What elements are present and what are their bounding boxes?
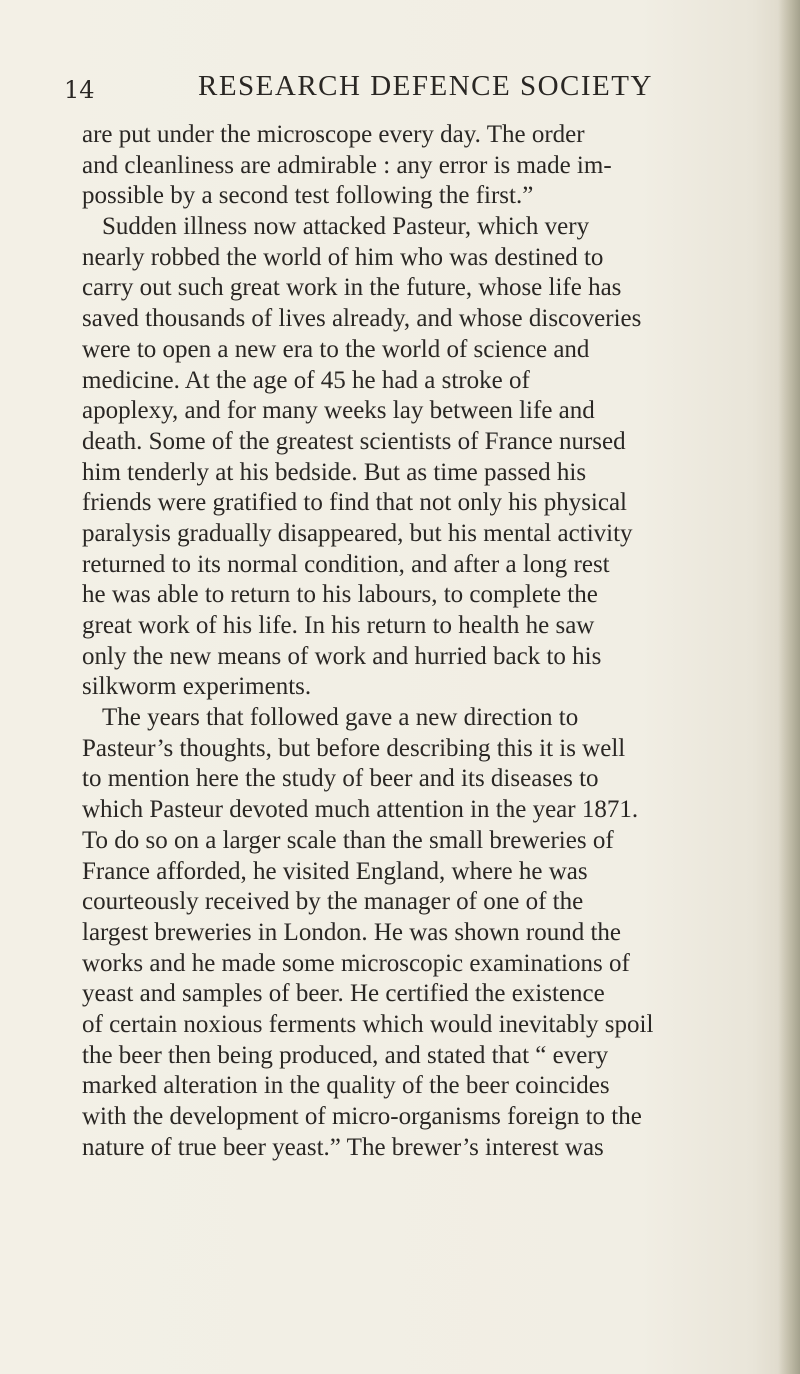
page-header (60, 70, 700, 110)
text-line: yeast and samples of beer. He certified the existence (82, 980, 605, 1008)
text-line: nature of true beer yeast.” The brewer’s interest was (82, 1133, 604, 1161)
text-line: Pasteur’s thoughts, but before describing this it is well (82, 734, 626, 762)
text-line: he was able to return to his labours, to complete the (82, 581, 598, 609)
text-line: paralysis gradually disappeared, but his mental activity (82, 519, 633, 547)
text-line: great work of his life. In his return to health he saw (82, 612, 595, 639)
text-line: marked alteration in the quality of the beer coincides (82, 1072, 610, 1100)
text-line: and cleanliness are admirable : any error is made im- (82, 151, 612, 179)
text-line: of certain noxious ferments which would inevitably spoil (82, 1010, 654, 1038)
text-line: him tenderly at his bedside. But as time passed his (82, 458, 587, 486)
text-line: possible by a second test following the first.” (82, 182, 534, 210)
text-line: silkworm experiments. (82, 673, 312, 701)
text-line: which Pasteur devoted much attention in the year 1871. (82, 796, 639, 824)
text-line: friends were gratified to find that not only his physical (82, 489, 628, 517)
text-line: the beer then being produced, and stated that “ every (82, 1041, 609, 1069)
paragraph-start-line: Sudden illness now attacked Pasteur, which very (102, 213, 590, 241)
text-line: with the development of micro-organisms foreign to the (82, 1103, 642, 1130)
paragraph-start-line: The years that followed gave a new direction to (102, 704, 579, 732)
page-number: 14 (64, 76, 95, 104)
text-line: were to open a new era to the world of science and (82, 335, 590, 363)
text-line: only the new means of work and hurried back to his (82, 642, 602, 670)
text-line: death. Some of the greatest scientists of France nursed (82, 427, 626, 455)
page-binding-shadow (778, 0, 800, 1374)
text-line: saved thousands of lives already, and whose discoveries (82, 305, 642, 333)
text-line: nearly robbed the world of him who was destined to (82, 243, 604, 271)
text-line: works and he made some microscopic examinations of (82, 949, 630, 977)
text-line: apoplexy, and for many weeks lay between life and (82, 397, 595, 425)
text-line: returned to its normal condition, and after a long rest (82, 550, 610, 578)
running-title: RESEARCH DEFENCE SOCIETY (198, 70, 653, 102)
text-line: medicine. At the age of 45 he had a stroke of (82, 366, 530, 394)
text-line: France afforded, he visited England, where he was (82, 857, 588, 885)
text-line: carry out such great work in the future, whose life has (82, 274, 622, 302)
text-line: To do so on a larger scale than the small breweries of (82, 826, 614, 854)
body-text (82, 120, 752, 1163)
text-line: courteously received by the manager of one of the (82, 888, 584, 916)
text-line: largest breweries in London. He was shown round the (82, 918, 622, 946)
text-line: to mention here the study of beer and its diseases to (82, 765, 599, 793)
text-line: are put under the microscope every day. The order (82, 121, 585, 148)
